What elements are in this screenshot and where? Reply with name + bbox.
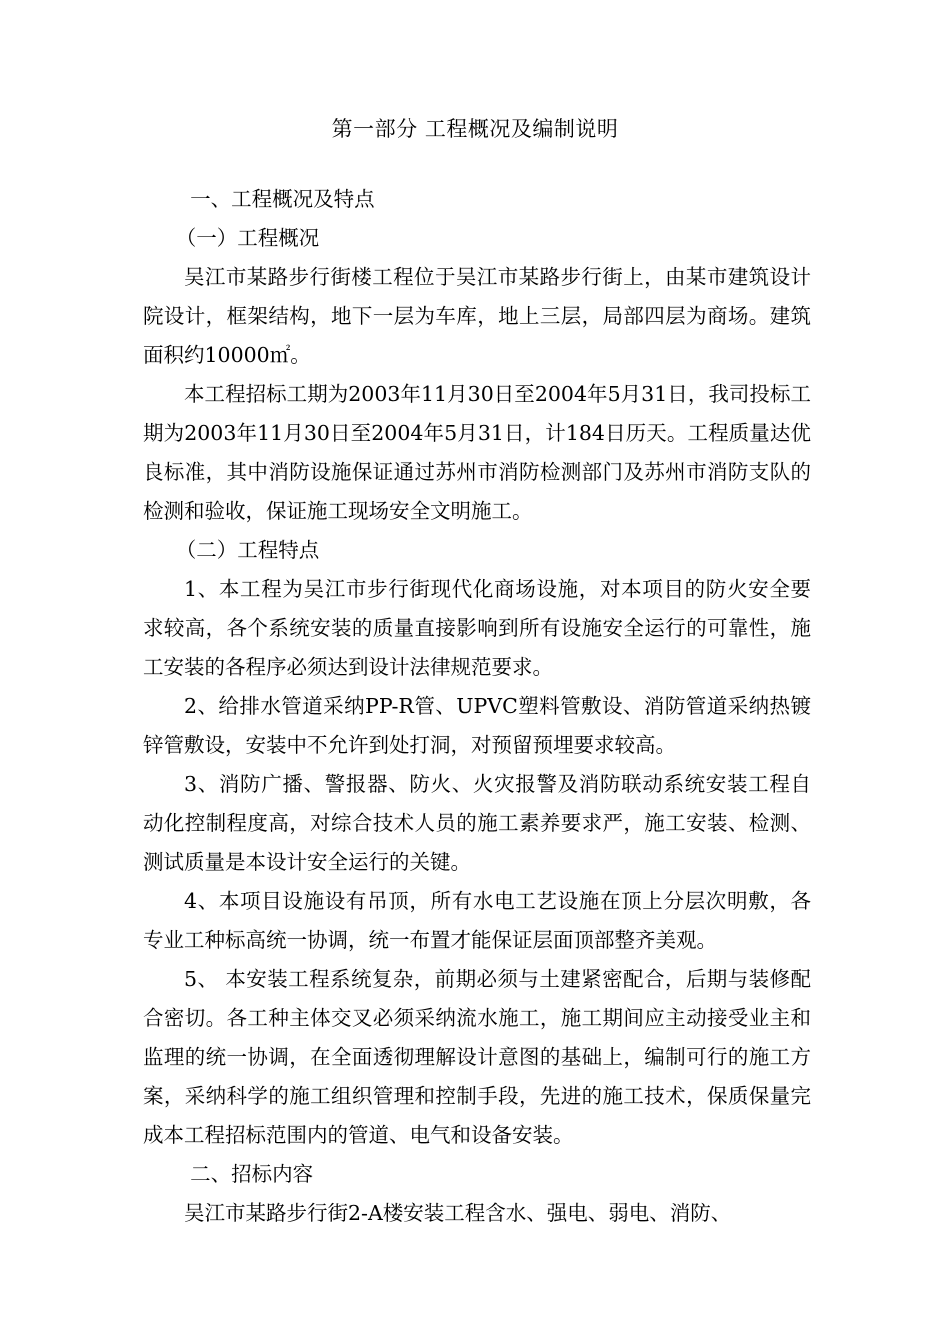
document-title: 第一部分 工程概况及编制说明	[331, 117, 619, 141]
subsection-heading-project-features: （二）工程特点	[175, 538, 320, 562]
paragraph-schedule-quality: 本工程招标工期为2003年11月30日至2004年5月31日，我司投标工期为2003年11月30日至2004年5月31日，计184日历天。工程质量达优良标准，其中消防设施保证通过苏州市消防检测部门及苏州市消防支队的检测和验收，保证施工现场安全文明施工。	[143, 382, 811, 523]
subsection-heading-project-overview: （一）工程概况	[175, 226, 320, 250]
section-heading-overview: 一、工程概况及特点	[190, 187, 375, 211]
section-heading-tender-scope: 二、招标内容	[190, 1162, 314, 1186]
paragraph-feature-4: 4、本项目设施设有吊顶，所有水电工艺设施在顶上分层次明敷，各专业工种标高统一协调，统一布置才能保证层面顶部整齐美观。	[143, 889, 811, 952]
paragraph-feature-1: 1、本工程为吴江市步行街现代化商场设施，对本项目的防火安全要求较高，各个系统安装的质量直接影响到所有设施安全运行的可靠性，施工安装的各程序必须达到设计法律规范要求。	[143, 577, 811, 679]
paragraph-tender-scope: 吴江市某路步行街2-A楼安装工程含水、强电、弱电、消防、	[184, 1201, 732, 1225]
document-body	[143, 180, 811, 1233]
paragraph-feature-3: 3、消防广播、警报器、防火、火灾报警及消防联动系统安装工程自动化控制程度高，对综合技术人员的施工素养要求严，施工安装、检测、测试质量是本设计安全运行的关键。	[143, 772, 811, 874]
paragraph-feature-5: 5、 本安装工程系统复杂，前期必须与土建紧密配合，后期与装修配合密切。各工种主体交叉必须采纳流水施工，施工期间应主动接受业主和监理的统一协调，在全面透彻理解设计意图的基础上，编制可行的施工方案，采纳科学的施工组织管理和控制手段，先进的施工技术，保质保量完成本工程招标范围内的管道、电气和设备安装。	[143, 967, 811, 1147]
paragraph-feature-2: 2、给排水管道采纳PP-R管、UPVC塑料管敷设、消防管道采纳热镀锌管敷设，安装中不允许到处打洞，对预留预埋要求较高。	[143, 694, 811, 757]
paragraph-project-location: 吴江市某路步行街楼工程位于吴江市某路步行街上，由某市建筑设计院设计，框架结构，地下一层为车库，地上三层，局部四层为商场。建筑面积约10000㎡。	[143, 265, 811, 367]
